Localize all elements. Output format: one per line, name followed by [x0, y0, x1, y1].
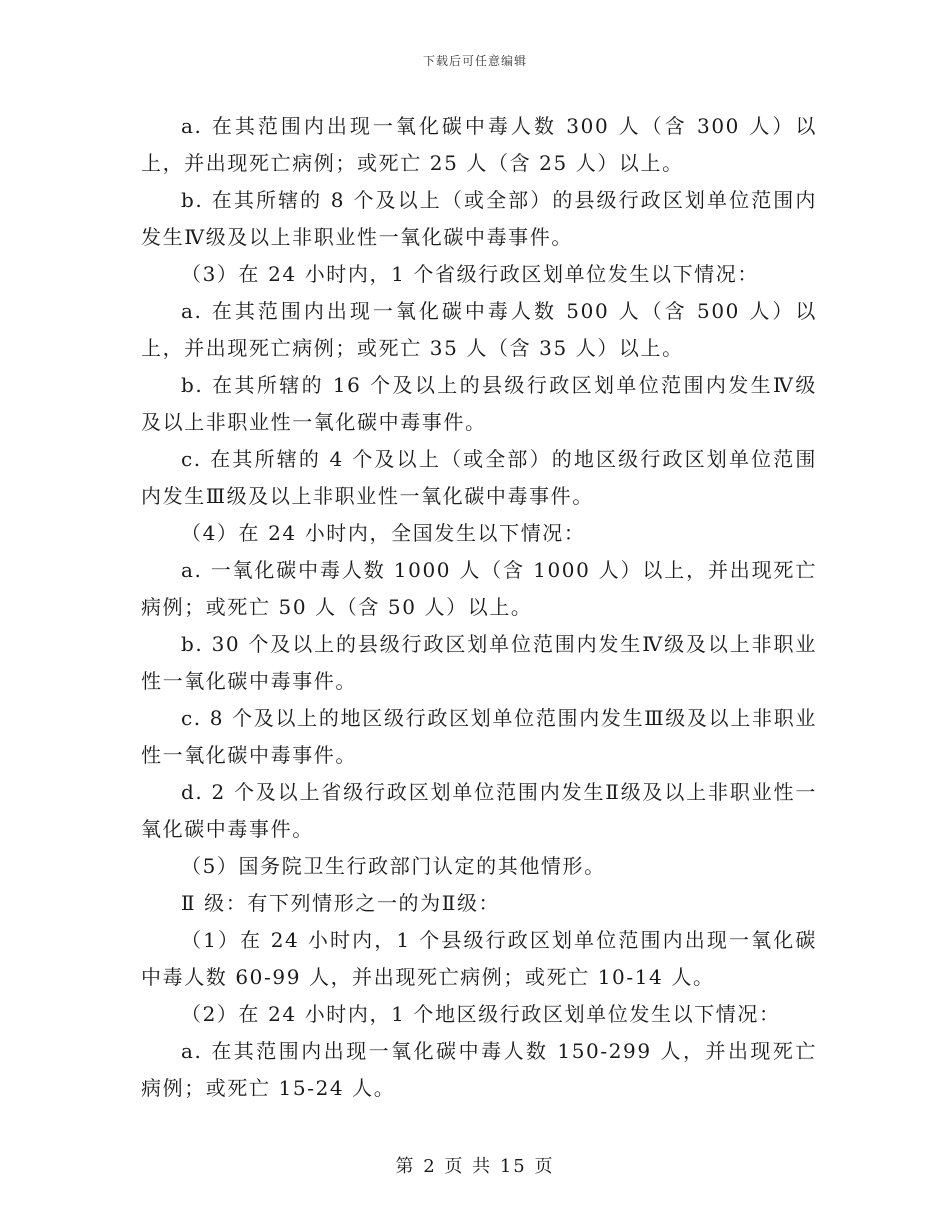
page-header: 下载后可任意编辑: [422, 54, 527, 68]
paragraph: Ⅱ 级：有下列情形之一的为Ⅱ级：: [181, 891, 501, 915]
paragraph: c. 在其所辖的 4 个及以上（或全部）的地区级行政区划单位范围内发生Ⅲ级及以上非职业性一氧化碳中毒事件。: [141, 447, 817, 508]
paragraph: a. 在其范围内出现一氧化碳中毒人数 150-299 人，并出现死亡病例；或死亡 15-24 人。: [141, 1039, 817, 1100]
paragraph: c. 8 个及以上的地区级行政区划单位范围内发生Ⅲ级及以上非职业性一氧化碳中毒事件。: [141, 706, 817, 767]
paragraph: b. 在其所辖的 16 个及以上的县级行政区划单位范围内发生Ⅳ级及以上非职业性一氧化碳中毒事件。: [141, 373, 817, 434]
paragraph: （3）在 24 小时内，1 个省级行政区划单位发生以下情况：: [181, 262, 759, 286]
paragraph: b. 在其所辖的 8 个及以上（或全部）的县级行政区划单位范围内发生Ⅳ级及以上非职业性一氧化碳中毒事件。: [141, 188, 817, 249]
paragraph: （4）在 24 小时内，全国发生以下情况：: [181, 521, 586, 545]
paragraph: （5）国务院卫生行政部门认定的其他情形。: [181, 854, 606, 878]
paragraph: a. 在其范围内出现一氧化碳中毒人数 500 人（含 500 人）以上，并出现死亡病例；或死亡 35 人（含 35 人）以上。: [141, 299, 817, 360]
paragraph: b. 30 个及以上的县级行政区划单位范围内发生Ⅳ级及以上非职业性一氧化碳中毒事件。: [141, 632, 817, 693]
paragraph: a. 一氧化碳中毒人数 1000 人（含 1000 人）以上，并出现死亡病例；或死亡 50 人（含 50 人）以上。: [141, 558, 817, 619]
page-number-footer: 第 2 页 共 15 页: [395, 1156, 555, 1177]
document-body: [141, 108, 817, 1107]
paragraph: （2）在 24 小时内，1 个地区级行政区划单位发生以下情况：: [181, 1002, 781, 1026]
paragraph: d. 2 个及以上省级行政区划单位范围内发生Ⅱ级及以上非职业性一氧化碳中毒事件。: [141, 780, 817, 841]
paragraph: a. 在其范围内出现一氧化碳中毒人数 300 人（含 300 人）以上，并出现死亡病例；或死亡 25 人（含 25 人）以上。: [141, 114, 817, 175]
paragraph: （1）在 24 小时内，1 个县级行政区划单位范围内出现一氧化碳中毒人数 60-99 人，并出现死亡病例；或死亡 10-14 人。: [141, 928, 817, 989]
